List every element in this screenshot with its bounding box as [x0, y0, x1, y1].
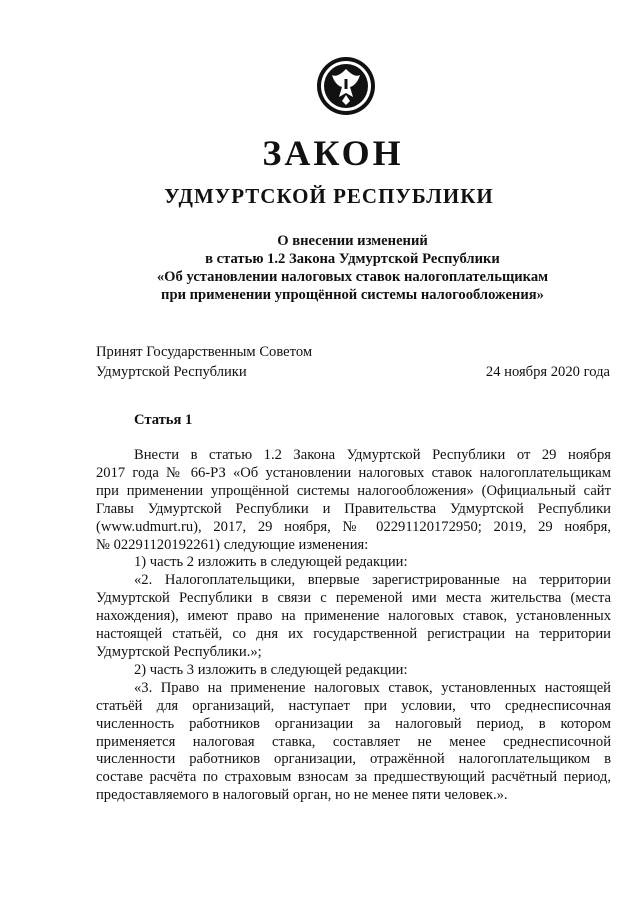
page-title: ЗАКОН [262, 133, 404, 173]
udmurt-coat-of-arms-icon [315, 55, 377, 117]
paragraph-line: настоящей статьёй, со дня их государственной регистрации на территории [96, 626, 611, 643]
law-title-line: в статью 1.2 Закона Удмуртской Республики [205, 251, 500, 267]
adoption-line: Удмуртской Республики [96, 364, 247, 380]
paragraph-line: при применении упрощённой системы налогообложения» (Официальный сайт [96, 482, 611, 499]
law-title-line: при применении упрощённой системы налогообложения» [161, 287, 544, 303]
adoption-authority [96, 342, 312, 382]
paragraph-line: Удмуртской Республики в связи с переменой ими места жительства (места [96, 590, 611, 607]
paragraph-line: 2) часть 3 изложить в следующей редакции: [134, 661, 408, 678]
paragraph-line: предоставляемого в налоговый орган, но не менее пяти человек.». [96, 787, 508, 804]
adoption-date: 24 ноября 2020 года [485, 364, 610, 380]
paragraph-line: составе расчёта по страховым взносам за предшествующий расчётный период, [96, 769, 611, 786]
law-title [95, 232, 610, 304]
adoption-line: Принят Государственным Советом [96, 344, 313, 360]
paragraph-line: 2017 года № 66-РЗ «Об установлении налоговых ставок налогоплательщикам [96, 464, 611, 481]
paragraph-line: применяется налоговая ставка, составляет не менее среднесписочной [96, 733, 611, 750]
paragraph-line: статьёй для организаций, наступает при условии, что среднесписочная [96, 697, 611, 714]
paragraph-line: численности работников организации, отражённой налогоплательщиком в [96, 751, 611, 768]
paragraph-line: «3. Право на применение налоговых ставок, установленных настоящей [134, 679, 611, 696]
page-subtitle: УДМУРТСКОЙ РЕСПУБЛИКИ [164, 184, 494, 208]
paragraph-line: (www.udmurt.ru), 2017, 29 ноября, № 02291120172950; 2019, 29 ноября, [96, 518, 611, 535]
paragraph-line: нахождения), имеют право на применение налоговых ставок, установленных [96, 608, 611, 625]
law-title-line: «Об установлении налоговых ставок налогоплательщикам [156, 269, 549, 285]
paragraph-line: Внести в статью 1.2 Закона Удмуртской Республики от 29 ноября [134, 447, 611, 463]
paragraph-line: численность работников организации за налоговый период, в котором [96, 715, 611, 732]
paragraph-line: Удмуртской Республики.»; [96, 643, 262, 660]
paragraph-line: «2. Налогоплательщики, впервые зарегистрированные на территории [134, 572, 611, 589]
paragraph-line: Главы Удмуртской Республики и Правительства Удмуртской Республики [96, 500, 611, 517]
paragraph-line: № 02291120192261) следующие изменения: [96, 536, 369, 553]
law-title-line: О внесении изменений [277, 233, 428, 249]
article-body [96, 447, 611, 805]
paragraph-line: 1) часть 2 изложить в следующей редакции: [134, 554, 408, 571]
article-heading: Статья 1 [134, 412, 193, 428]
